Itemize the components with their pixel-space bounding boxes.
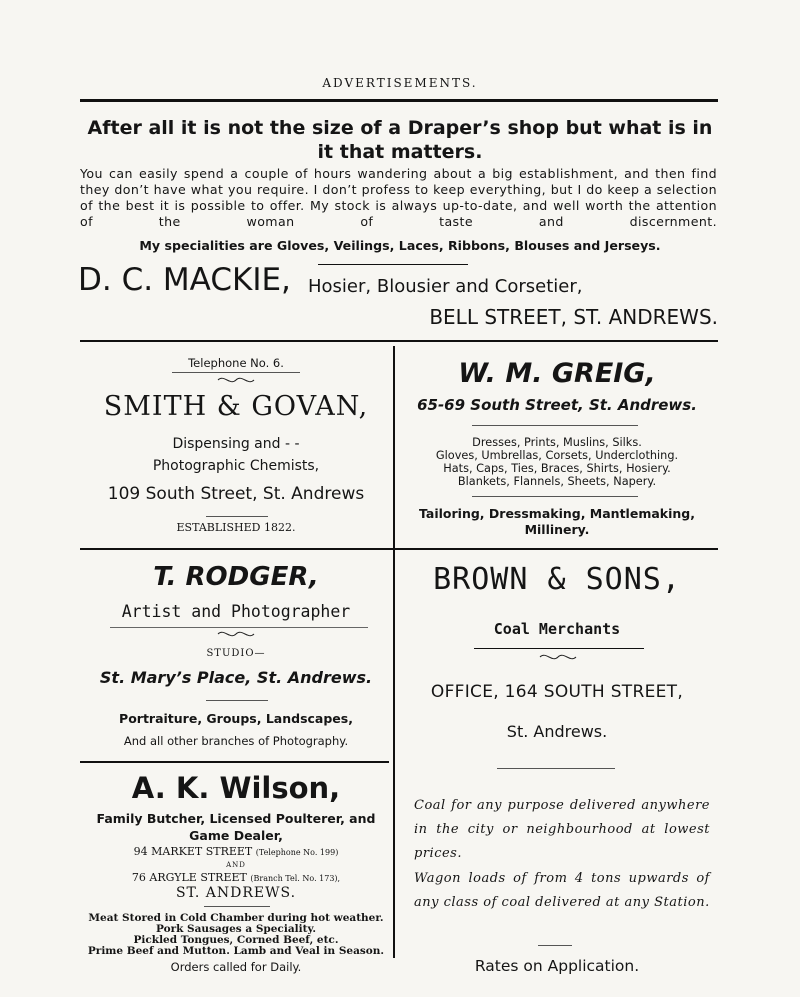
wilson-list-item: Pork Sausages a Speciality.	[155, 923, 317, 935]
smith-telephone: Telephone No. 6.	[188, 356, 284, 370]
wilson-description-line: Game Dealer,	[189, 828, 283, 843]
wilson-name: A. K. Wilson,	[131, 771, 341, 805]
rodger-address: St. Mary’s Place, St. Andrews.	[99, 668, 373, 687]
brown-name: BROWN & SONS,	[433, 562, 681, 597]
wilson-city: ST. ANDREWS.	[175, 885, 297, 901]
greig-rule	[472, 425, 638, 426]
greig-services	[396, 506, 718, 538]
section-rule	[80, 548, 718, 550]
rodger-services: Portraiture, Groups, Landscapes,	[119, 711, 353, 726]
rodger-divider	[206, 700, 268, 701]
mackie-divider	[318, 264, 468, 265]
smith-rule	[206, 516, 268, 517]
wilson-street: 76 ARGYLE STREET	[131, 871, 247, 884]
mackie-specialities: My specialities are Gloves, Veilings, Laces, Ribbons, Blouses and Jerseys.	[139, 238, 661, 253]
greig-address: 65-69 South Street, St. Andrews.	[417, 396, 697, 414]
header-rule	[80, 99, 718, 102]
smith-line2: Photographic Chemists,	[152, 458, 320, 474]
mackie-name: D. C. MACKIE,	[78, 262, 291, 298]
wilson-telephone: (Telephone No. 199)	[255, 848, 339, 857]
mackie-headline: After all it is not the size of a Draper’s shop but what is in it that matters.	[87, 117, 713, 163]
wilson-address-2	[78, 871, 394, 884]
brown-rule	[497, 768, 615, 769]
wilson-list-item: Pickled Tongues, Corned Beef, etc.	[133, 934, 339, 946]
mackie-address: BELL STREET, ST. ANDREWS.	[429, 305, 718, 329]
wilson-description	[78, 810, 394, 844]
page-header: ADVERTISEMENTS.	[322, 76, 478, 90]
smith-name: SMITH & GOVAN,	[103, 391, 369, 422]
brown-office: OFFICE, 164 SOUTH STREET,	[430, 682, 684, 702]
wilson-list	[76, 913, 396, 957]
greig-items	[396, 436, 718, 488]
brown-rates: Rates on Application.	[474, 957, 640, 975]
mackie-subtitle: Hosier, Blousier and Corsetier,	[308, 276, 583, 297]
section-rule	[80, 761, 389, 763]
wilson-list-item: Prime Beef and Mutton. Lamb and Veal in Season.	[87, 945, 385, 957]
greig-item: Gloves, Umbrellas, Corsets, Underclothing.	[435, 449, 679, 462]
rodger-subtitle: Artist and Photographer	[121, 602, 351, 621]
smith-tel-rule	[172, 372, 300, 373]
greig-services-line: Tailoring, Dressmaking, Mantlemaking,	[419, 506, 695, 521]
smith-line1: Dispensing and - -	[172, 436, 300, 452]
greig-item: Blankets, Flannels, Sheets, Napery.	[457, 475, 657, 488]
wilson-address-1	[78, 845, 394, 858]
smith-established: ESTABLISHED 1822.	[176, 521, 296, 534]
flourish-ornament	[538, 651, 578, 663]
greig-item: Dresses, Prints, Muslins, Silks.	[472, 436, 642, 449]
wilson-list-item: Meat Stored in Cold Chamber during hot weather.	[88, 912, 384, 924]
mackie-body: You can easily spend a couple of hours wandering about a big establishment, and then find they don’t have what you require. I don’t profess to keep everything, but I do keep a selection of the best it is possible to offer. My stock is always up-to-date, and well worth the attention of the woman of taste and discernment.	[80, 166, 717, 229]
brown-city: St. Andrews.	[506, 722, 608, 741]
greig-services-line: Millinery.	[524, 522, 590, 537]
rodger-studio: STUDIO—	[206, 648, 266, 659]
wilson-description-line: Family Butcher, Licensed Poulterer, and	[96, 811, 376, 826]
flourish-ornament	[216, 374, 256, 386]
greig-rule	[472, 496, 638, 497]
wilson-telephone: (Branch Tel. No. 173),	[250, 874, 341, 883]
wilson-and: AND	[226, 861, 246, 869]
greig-item: Hats, Caps, Ties, Braces, Shirts, Hosiery.	[443, 462, 671, 475]
brown-trade: Coal Merchants	[493, 620, 621, 638]
smith-address: 109 South Street, St. Andrews	[107, 484, 365, 504]
brown-rule	[474, 648, 644, 649]
flourish-ornament	[216, 628, 256, 640]
brown-paragraph: Wagon loads of from 4 tons upwards of any class of coal delivered at any Station.	[414, 871, 710, 910]
wilson-rule	[204, 906, 270, 907]
wilson-orders: Orders called for Daily.	[170, 960, 302, 974]
section-rule	[80, 340, 718, 342]
brown-rule	[538, 945, 572, 946]
rodger-other: And all other branches of Photography.	[123, 734, 349, 748]
rodger-name: T. RODGER,	[153, 562, 319, 592]
wilson-street: 94 MARKET STREET	[133, 845, 253, 858]
greig-name: W. M. GREIG,	[458, 358, 656, 389]
brown-paragraph: Coal for any purpose delivered anywhere in the city or neighbourhood at lowest prices.	[414, 798, 710, 861]
